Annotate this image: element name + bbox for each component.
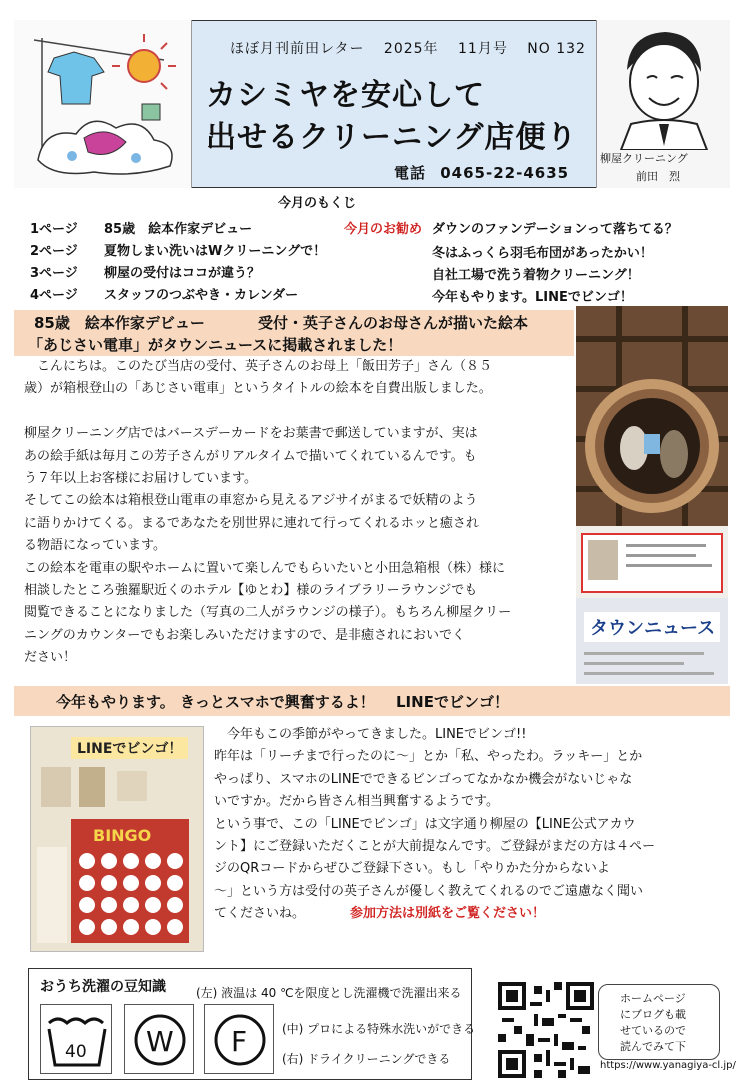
article2-line: ～」という方は受付の英子さんが優しく教えてくれるのでご遠慮なく聞い xyxy=(214,883,644,899)
article1-line: この絵本を電車の駅やホームに置いて楽しんでもらいたいと小田急箱根（株）様に xyxy=(24,560,506,576)
toc-page: 1ページ xyxy=(30,222,78,237)
recommend-item: 冬はふっくら羽毛布団があったかい！ xyxy=(432,246,653,261)
article2-line: ジのQRコードからぜひご登録下さい。もし「やりかた分からないよ xyxy=(214,861,610,877)
bubble-line: にブログも載 xyxy=(620,1008,686,1021)
title-line-2: 出せるクリーニング店便り xyxy=(206,120,578,155)
article2-head-a: 今年もやります。 xyxy=(56,693,175,711)
bingo-sheet-icon xyxy=(31,727,204,952)
article2-head-b: きっとスマホで興奮するよ！ xyxy=(180,693,375,711)
bubble-line: せているので xyxy=(620,1024,686,1037)
article2-body xyxy=(214,724,730,926)
article2-line: という事で、この「LINEでビンゴ」は文字通り柳屋の【LINE公式アカウ xyxy=(214,816,636,832)
tip-mid: (中) プロによる特殊水洗いができる xyxy=(282,1022,476,1036)
title-line-1: カシミヤを安心して xyxy=(206,78,485,113)
bingo-card-title: LINEでビンゴ！ xyxy=(71,737,188,759)
recommend-label: 今月のお勧め xyxy=(344,222,423,237)
article1-line: あの絵手紙は毎月この芳子さんがリアルタイムで描いてくれているんです。も xyxy=(24,448,477,464)
article1-head-c: 「あじさい電車」がタウンニュースに掲載されました！ xyxy=(28,336,403,354)
article1-line: こんにちは。このたび当店の受付、英子さんのお母上「飯田芳子」さん（８５ xyxy=(24,359,493,374)
bubble-line: 読んでみて下 xyxy=(620,1040,686,1053)
tip-right: (右) ドライクリーニングできる xyxy=(282,1052,451,1066)
article1-line: 柳屋クリーニング店ではバースデーカードをお葉書で郵送していますが、実は xyxy=(24,426,478,442)
toc-text: 柳屋の受付はココが違う？ xyxy=(104,266,261,281)
w-letter: W xyxy=(146,1025,174,1058)
phone-line xyxy=(394,162,577,183)
issue-line xyxy=(230,38,600,58)
article1-line: ださい！ xyxy=(24,650,77,666)
article1-head-b: 受付・英子さんのお母さんが描いた絵本 xyxy=(258,314,529,332)
article1-line: 閲覧できることになりました（写真の二人がラウンジの様子）。もちろん柳屋クリー xyxy=(24,605,512,621)
article2-line: 昨年は「リーチまで行ったのに～」とか「私、やったわ。ラッキー」とか xyxy=(214,749,643,765)
article2-note: 参加方法は別紙をご覧ください！ xyxy=(350,906,546,922)
article1-line: ニングのカウンターでもお楽しみいただけますので、是非癒されにおいでく xyxy=(24,627,465,643)
article1-body xyxy=(24,356,574,670)
article2-head-c: LINEでビンゴ！ xyxy=(396,693,509,711)
article2-line: てくださいね。 xyxy=(214,906,306,922)
issue-number: NO 132 xyxy=(527,41,586,57)
article2-line-last xyxy=(214,903,730,925)
toc-text: 85歳 絵本作家デビュー xyxy=(104,222,253,237)
recommend-item: 今年もやります。LINEでビンゴ！ xyxy=(432,290,633,305)
website-url-link[interactable]: https://www.yanagiya-cl.jp/ xyxy=(600,1060,736,1071)
issue-month: 11月号 xyxy=(458,41,508,57)
tip-left: (左) 液温は 40 ℃を限度とし洗濯機で洗濯出来る xyxy=(196,986,462,1000)
portrait-drawing-icon xyxy=(597,20,731,150)
recommend-item: 自社工場で洗う着物クリーニング！ xyxy=(432,268,640,283)
shop-name: 柳屋クリーニング xyxy=(600,152,688,165)
phone-label: 電話 xyxy=(394,164,427,182)
article1-line: そしてこの絵本は箱根登山電車の車窓から見えるアジサイがまるで妖精のよう xyxy=(24,493,478,509)
bingo-word: BINGO xyxy=(93,826,152,845)
toc-page: 2ページ xyxy=(30,244,78,259)
article1-line: う７年以上お客様にお届けしています。 xyxy=(24,471,257,487)
toc-item xyxy=(30,218,252,237)
article1-line: る物語になっています。 xyxy=(24,538,166,554)
circle-f-icon xyxy=(205,1005,275,1075)
toc-item xyxy=(30,284,298,303)
toc-page: 3ページ xyxy=(30,266,78,281)
toc-title: 今月のもくじ xyxy=(278,196,357,211)
qr-code[interactable] xyxy=(498,982,594,1078)
toc-item xyxy=(30,240,326,259)
logo-illustration xyxy=(14,20,192,188)
article2-line: やっぱり、スマホのLINEでできるビンゴってなかなか機会がないじゃな xyxy=(214,771,633,787)
article2-line: ント】にご登録いただくことが大前提なんです。ご登録がまだの方は４ペー xyxy=(214,839,655,855)
wet-clean-symbol xyxy=(124,1004,194,1074)
issue-year: 2025年 xyxy=(383,41,439,57)
article1-line: に語りかけてくる。まるであなたを別世界に連れて行ってくれるホッと癒され xyxy=(24,515,479,531)
staff-name: 前田 烈 xyxy=(636,170,680,183)
qr-code-icon xyxy=(498,982,594,1078)
f-letter: F xyxy=(231,1025,248,1058)
recommend-item: ダウンのファンデーションって落ちてる？ xyxy=(432,222,678,237)
photo-collage xyxy=(576,306,728,684)
article1-line xyxy=(24,401,574,423)
article2-line: いですか。だから皆さん相当興奮するようです。 xyxy=(214,794,499,810)
phone-number: 0465-22-4635 xyxy=(440,164,570,182)
article2-line: 今年もこの季節がやってきました。LINEでビンゴ!! xyxy=(214,727,527,742)
circle-w-icon xyxy=(125,1005,195,1075)
bingo-flyer-image xyxy=(30,726,204,952)
tub-value: 40 xyxy=(65,1042,87,1062)
toc-text: スタッフのつぶやき・カレンダー xyxy=(104,288,299,303)
toc-page: 4ページ xyxy=(30,288,78,303)
article1-line: 歳）が箱根登山の「あじさい電車」というタイトルの絵本を自費出版しました。 xyxy=(24,381,492,397)
article1-head-a: 85歳 絵本作家デビュー xyxy=(34,314,205,332)
lounge-photo-icon xyxy=(576,306,728,684)
laundry-drawing-icon xyxy=(14,20,192,188)
dry-clean-symbol xyxy=(204,1004,274,1074)
tips-title: おうち洗濯の豆知識 xyxy=(40,979,166,995)
bubble-line: ホームページ xyxy=(620,992,686,1005)
wash-tub-icon xyxy=(41,1005,113,1075)
toc-item xyxy=(30,262,260,281)
wash-tub-symbol xyxy=(40,1004,112,1074)
toc-text: 夏物しまい洗いはWクリーニングで！ xyxy=(104,244,327,259)
article1-line: 相談したところ強羅駅近くのホテル【ゆとわ】様のライブラリーラウンジでも xyxy=(24,583,478,599)
newspaper-logo: タウンニュース xyxy=(590,618,716,639)
issue-label: ほぼ月刊前田レター xyxy=(230,41,365,57)
